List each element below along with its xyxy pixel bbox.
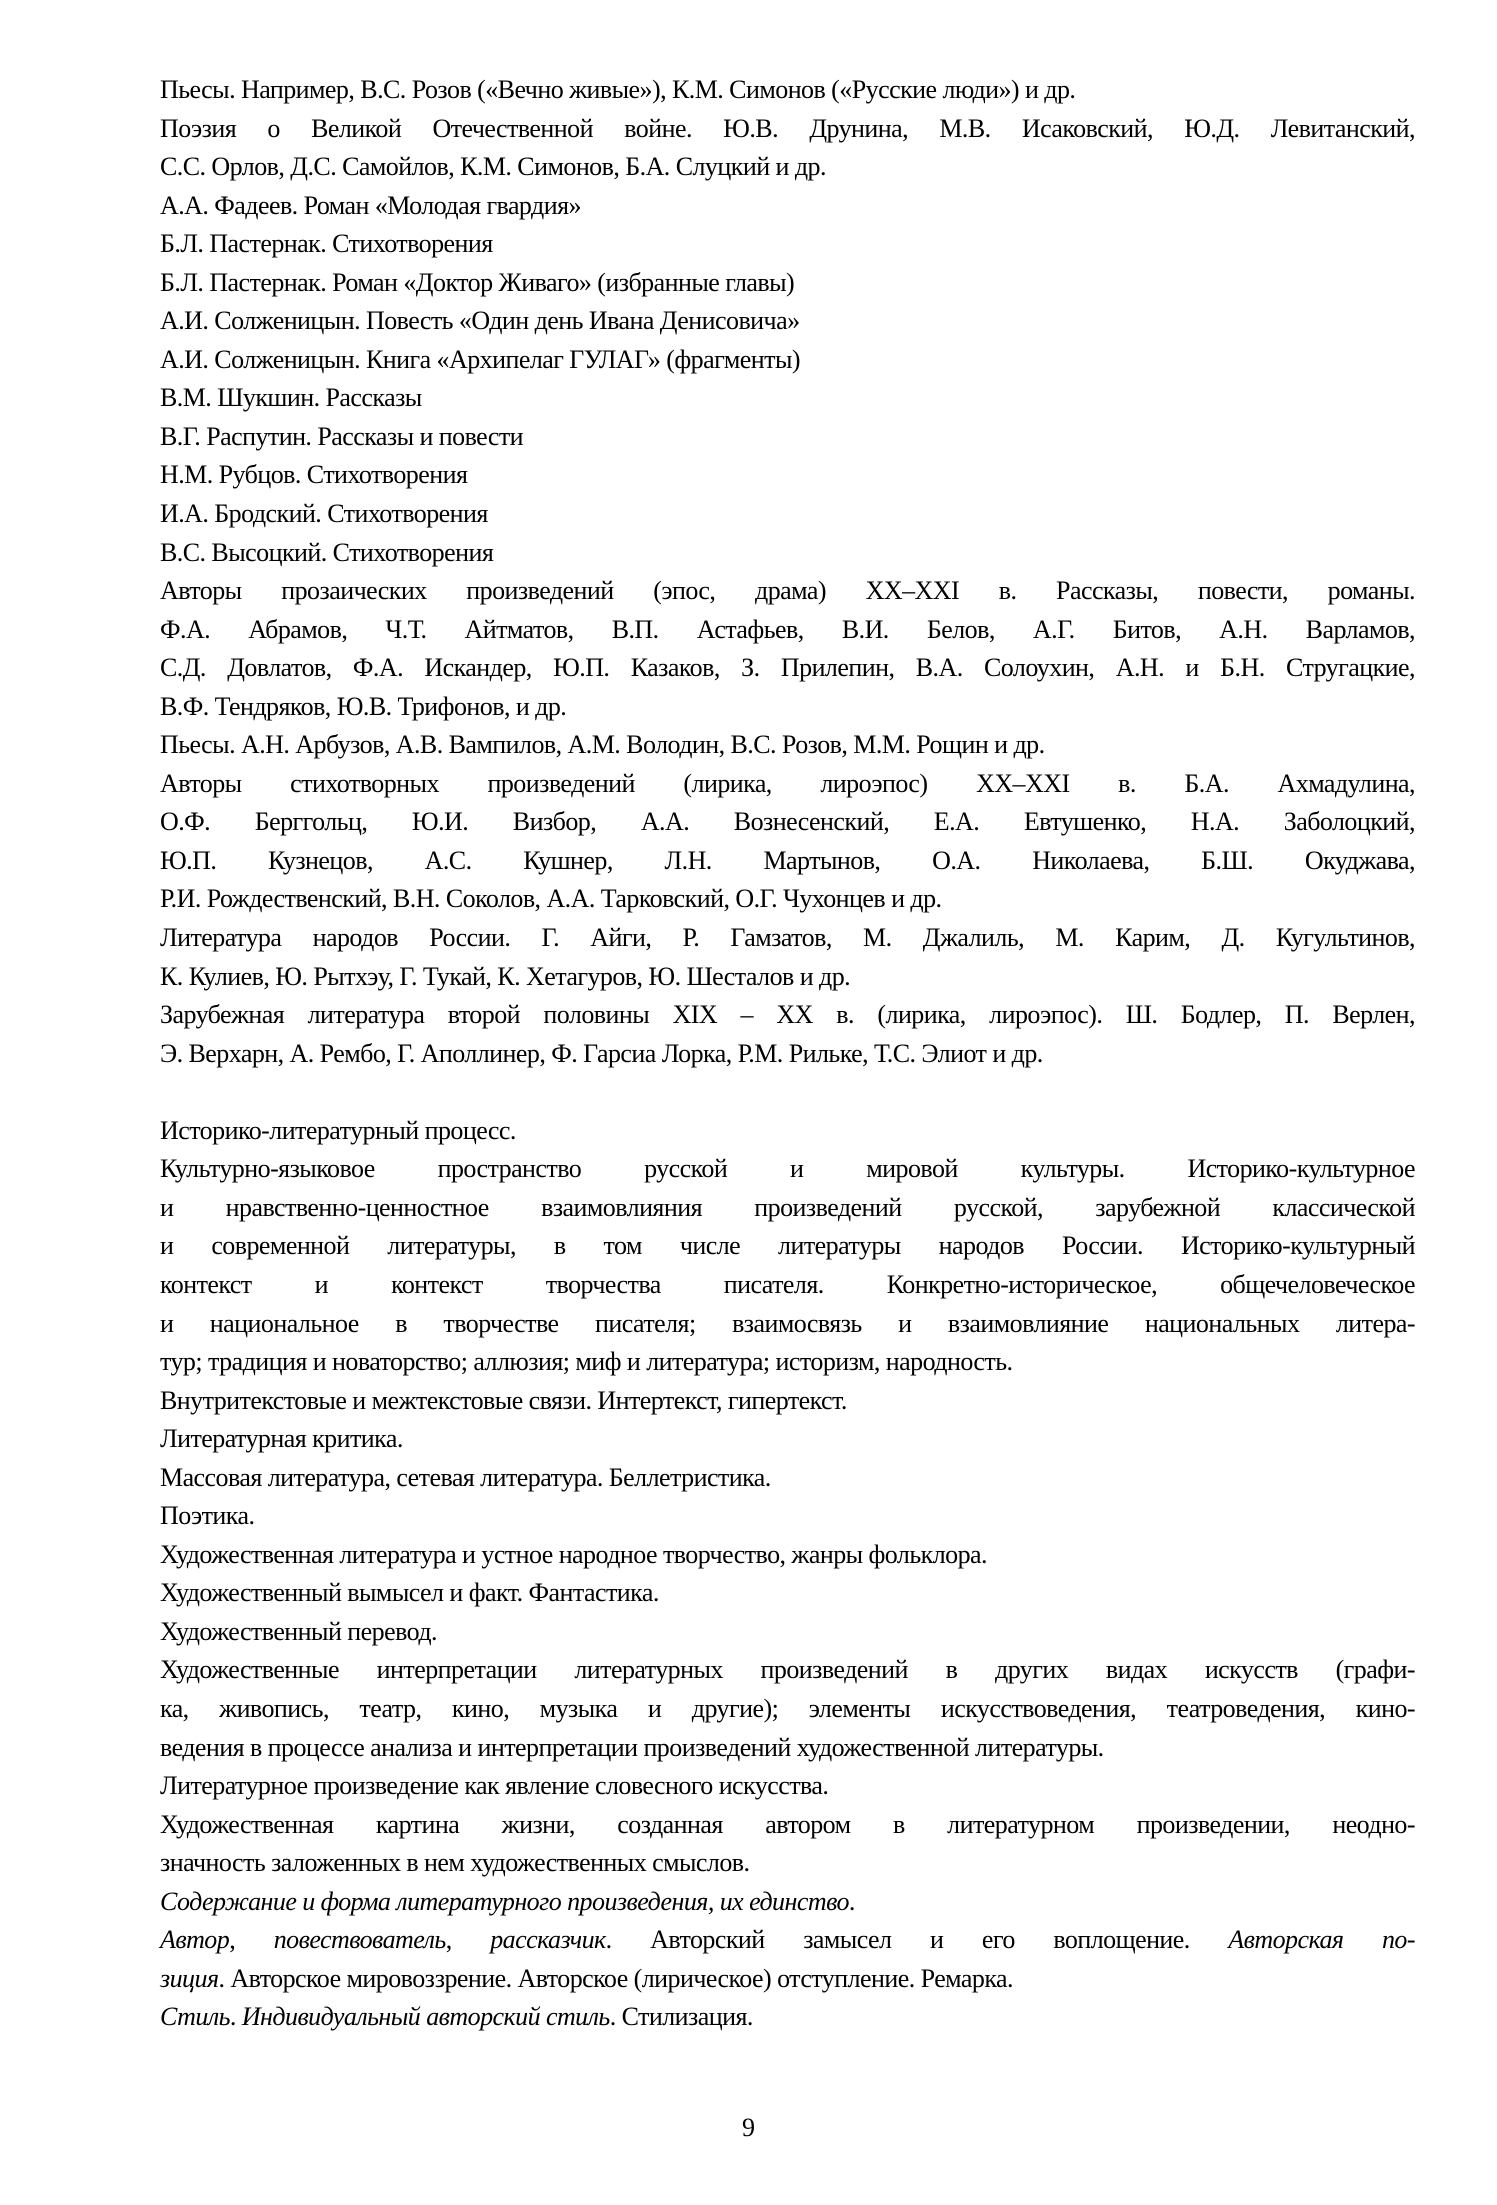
text-line: С.С. Орлов, Д.С. Самойлов, К.М. Симонов, Б.А. Слуцкий и др.	[160, 152, 826, 182]
text-line: значность заложенных в нем художественных смыслов.	[160, 1848, 750, 1878]
text-fragment: . Стилизация.	[609, 2002, 753, 2032]
text-line: Внутритекстовые и межтекстовые связи. Интертекст, гипертекст.	[160, 1385, 847, 1415]
text-line: Ю.П. Кузнецов, А.С. Кушнер, Л.Н. Мартынов, О.А. Николаева, Б.Ш. Окуджава,	[160, 845, 1415, 875]
text-line: А.И. Солженицын. Повесть «Один день Ивана Денисовича»	[160, 306, 800, 336]
text-line: Пьесы. Например, В.С. Розов («Вечно живые»), К.М. Симонов («Русские люди») и др.	[160, 75, 1076, 104]
text-line: Н.М. Рубцов. Стихотворения	[160, 460, 468, 490]
text-line: В.М. Шукшин. Рассказы	[160, 383, 422, 413]
text-line-style	[160, 1998, 1415, 2037]
italic-term: Содержание и форма литературного произведения, их единство	[160, 1886, 849, 1916]
text-line: Культурно-языковое пространство русской и мировой культуры. Историко-культурное	[160, 1154, 1415, 1184]
text-line: Э. Верхарн, А. Рембо, Г. Аполлинер, Ф. Гарсиа Лорка, Р.М. Рильке, Т.С. Элиот и др.	[160, 1038, 1043, 1068]
text-line: В.Ф. Тендряков, Ю.В. Трифонов, и др.	[160, 691, 567, 721]
text-line: К. Кулиев, Ю. Рытхэу, Г. Тукай, К. Хетагуров, Ю. Шесталов и др.	[160, 961, 851, 991]
text-line: Поэтика.	[160, 1501, 255, 1531]
text-line: Художественный перевод.	[160, 1616, 437, 1646]
italic-term: Автор	[160, 1925, 230, 1955]
text-line: ка, живопись, театр, кино, музыка и другие); элементы искусствоведения, театроведения, кино-	[160, 1693, 1415, 1723]
text-line: А.И. Солженицын. Книга «Архипелаг ГУЛАГ» (фрагменты)	[160, 344, 800, 374]
text-line: В.Г. Распутин. Рассказы и повести	[160, 421, 523, 451]
text-fragment: . Авторское мировоззрение. Авторское (лирическое) отступление. Ремарка.	[218, 1963, 1013, 1993]
text-line: В.С. Высоцкий. Стихотворения	[160, 537, 494, 567]
text-fragment: ,	[229, 1925, 274, 1955]
text-line: Литературное произведение как явление словесного искусства.	[160, 1771, 829, 1801]
text-line: Б.Л. Пастернак. Стихотворения	[160, 229, 493, 259]
page-number: 9	[742, 2113, 755, 2142]
italic-term: зиция	[160, 1963, 219, 1993]
italic-term: рассказчик	[490, 1925, 606, 1955]
text-line: Авторы прозаических произведений (эпос, драма) XX–XXI в. Рассказы, повести, романы.	[160, 576, 1415, 606]
italic-term: Стиль	[160, 2002, 230, 2032]
text-line: И.А. Бродский. Стихотворения	[160, 499, 488, 529]
text-line-content-form	[160, 1883, 1415, 1922]
section-heading: Историко-литературный процесс.	[160, 1115, 516, 1145]
text-line: ведения в процессе анализа и интерпретации произведений художественной литературы.	[160, 1732, 1104, 1762]
body-text	[160, 71, 1415, 2037]
text-line: Б.Л. Пастернак. Роман «Доктор Живаго» (избранные главы)	[160, 267, 795, 297]
text-line: Пьесы. А.Н. Арбузов, А.В. Вампилов, А.М. Володин, В.С. Розов, М.М. Рощин и др.	[160, 730, 1045, 760]
italic-term: повествователь	[273, 1925, 446, 1955]
italic-term: Авторская по-	[1228, 1925, 1415, 1955]
text-line: Художественная литература и устное народное творчество, жанры фольклора.	[160, 1539, 987, 1569]
text-fragment: ,	[445, 1925, 491, 1955]
text-line: О.Ф. Берггольц, Ю.И. Визбор, А.А. Вознесенский, Е.А. Евтушенко, Н.А. Заболоцкий,	[160, 807, 1415, 837]
text-line-position	[160, 1960, 1415, 1999]
text-line-author	[160, 1921, 1415, 1960]
text-line: контекст и контекст творчества писателя. Конкретно-историческое, общечеловеческое	[160, 1269, 1415, 1299]
text-line: Литература народов России. Г. Айги, Р. Гамзатов, М. Джалиль, М. Карим, Д. Кугультинов,	[160, 923, 1415, 953]
text-line: Массовая литература, сетевая литература. Беллетристика.	[160, 1462, 771, 1492]
text-line: Р.И. Рождественский, В.Н. Соколов, А.А. Тарковский, О.Г. Чухонцев и др.	[160, 884, 942, 914]
text-line: Авторы стихотворных произведений (лирика, лироэпос) XX–XXI в. Б.А. Ахмадулина,	[160, 768, 1415, 798]
text-line: Художественный вымысел и факт. Фантастика.	[160, 1578, 659, 1608]
text-fragment: .	[229, 2002, 242, 2032]
blank-line	[160, 1073, 1415, 1112]
text-line: А.А. Фадеев. Роман «Молодая гвардия»	[160, 190, 581, 220]
text-line: и современной литературы, в том числе литературы народов России. Историко-культурный	[160, 1231, 1415, 1261]
text-fragment: .	[848, 1886, 855, 1916]
text-line: С.Д. Довлатов, Ф.А. Искандер, Ю.П. Казаков, З. Прилепин, В.А. Солоухин, А.Н. и Б.Н. Стругацкие,	[160, 653, 1415, 683]
text-line: Литературная критика.	[160, 1424, 403, 1454]
italic-term: Индивидуальный авторский стиль	[241, 2002, 610, 2032]
text-line: Художественная картина жизни, созданная автором в литературном произведении, неодно-	[160, 1809, 1415, 1839]
text-line: тур; традиция и новаторство; аллюзия; миф и литература; историзм, народность.	[160, 1347, 1013, 1377]
text-line: Ф.А. Абрамов, Ч.Т. Айтматов, В.П. Астафьев, В.И. Белов, А.Г. Битов, А.Н. Варламов,	[160, 614, 1415, 644]
text-fragment: . Авторский замысел и его воплощение.	[605, 1925, 1229, 1955]
text-line: и нравственно-ценностное взаимовлияния произведений русской, зарубежной классической	[160, 1192, 1415, 1222]
text-line: Зарубежная литература второй половины XIX – XX в. (лирика, лироэпос). Ш. Бодлер, П. Верлен,	[160, 1000, 1415, 1030]
text-line: и национальное в творчестве писателя; взаимосвязь и взаимовлияние национальных литера-	[160, 1308, 1415, 1338]
text-line: Поэзия о Великой Отечественной войне. Ю.В. Друнина, М.В. Исаковский, Ю.Д. Левитанский,	[160, 113, 1415, 143]
text-line: Художественные интерпретации литературных произведений в других видах искусств (графи-	[160, 1655, 1415, 1685]
